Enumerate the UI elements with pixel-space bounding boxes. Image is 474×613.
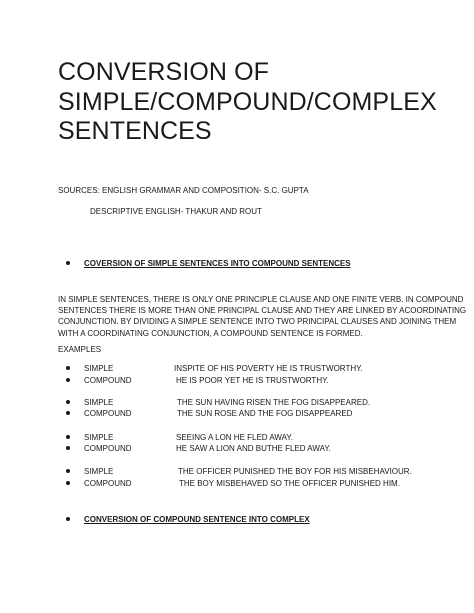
example-sentence: THE SUN HAVING RISEN THE FOG DISAPPEARED. bbox=[177, 398, 371, 407]
bullet-icon bbox=[66, 378, 70, 382]
bullet-icon bbox=[66, 261, 70, 265]
example-kind: COMPOUND bbox=[84, 376, 132, 385]
section-heading-text: COVERSION OF SIMPLE SENTENCES INTO COMPOUND SENTENCES bbox=[84, 259, 351, 268]
section-heading-text: CONVERSION OF COMPOUND SENTENCE INTO COMPLEX bbox=[84, 515, 310, 524]
sources-line: SOURCES: ENGLISH GRAMMAR AND COMPOSITION- S.C. GUPTA bbox=[58, 186, 309, 195]
example-kind: SIMPLE bbox=[84, 433, 114, 442]
bullet-icon bbox=[66, 446, 70, 450]
example-kind: COMPOUND bbox=[84, 409, 132, 418]
example-kind: COMPOUND bbox=[84, 444, 132, 453]
example-kind: SIMPLE bbox=[84, 398, 114, 407]
paragraph-line: CONJUNCTION. BY DIVIDING A SIMPLE SENTENCE INTO TWO PRINCIPAL CLAUSES AND JOINING THEM bbox=[58, 317, 457, 327]
bullet-icon bbox=[66, 366, 70, 370]
bullet-icon bbox=[66, 481, 70, 485]
bullet-icon bbox=[66, 400, 70, 404]
examples-label: EXAMPLES bbox=[58, 345, 102, 354]
title-line: SENTENCES bbox=[58, 117, 212, 145]
title-line: CONVERSION OF bbox=[58, 58, 270, 86]
bullet-icon bbox=[66, 469, 70, 473]
title-line: SIMPLE/COMPOUND/COMPLEX bbox=[58, 87, 437, 116]
document-title bbox=[58, 58, 438, 147]
sources-line-2: DESCRIPTIVE ENGLISH- THAKUR AND ROUT bbox=[90, 207, 262, 216]
paragraph-line: SENTENCES THERE IS MORE THAN ONE PRINCIPAL CLAUSE AND THEY ARE LINKED BY ACOORDINATING bbox=[58, 306, 467, 316]
bullet-icon bbox=[66, 517, 70, 521]
example-sentence: THE BOY MISBEHAVED SO THE OFFICER PUNISHED HIM. bbox=[179, 479, 400, 488]
example-sentence: INSPITE OF HIS POVERTY HE IS TRUSTWORTHY. bbox=[174, 364, 363, 373]
example-kind: COMPOUND bbox=[84, 479, 132, 488]
example-sentence: THE SUN ROSE AND THE FOG DISAPPEARED bbox=[177, 409, 353, 418]
example-sentence: THE OFFICER PUNISHED THE BOY FOR HIS MISBEHAVIOUR. bbox=[178, 467, 412, 476]
example-sentence: HE SAW A LION AND BUTHE FLED AWAY. bbox=[176, 444, 331, 453]
bullet-icon bbox=[66, 435, 70, 439]
paragraph-line: IN SIMPLE SENTENCES, THERE IS ONLY ONE PRINCIPLE CLAUSE AND ONE FINITE VERB. IN COMPOUND bbox=[58, 295, 464, 304]
example-sentence: SEEING A LON HE FLED AWAY. bbox=[176, 433, 293, 442]
example-sentence: HE IS POOR YET HE IS TRUSTWORTHY. bbox=[176, 376, 329, 385]
bullet-icon bbox=[66, 411, 70, 415]
example-kind: SIMPLE bbox=[84, 467, 114, 476]
explanation-paragraph bbox=[58, 294, 467, 339]
paragraph-line: WITH A COORDINATING CONJUNCTION, A COMPOUND SENTENCE IS FORMED. bbox=[58, 328, 363, 338]
example-kind: SIMPLE bbox=[84, 364, 114, 373]
